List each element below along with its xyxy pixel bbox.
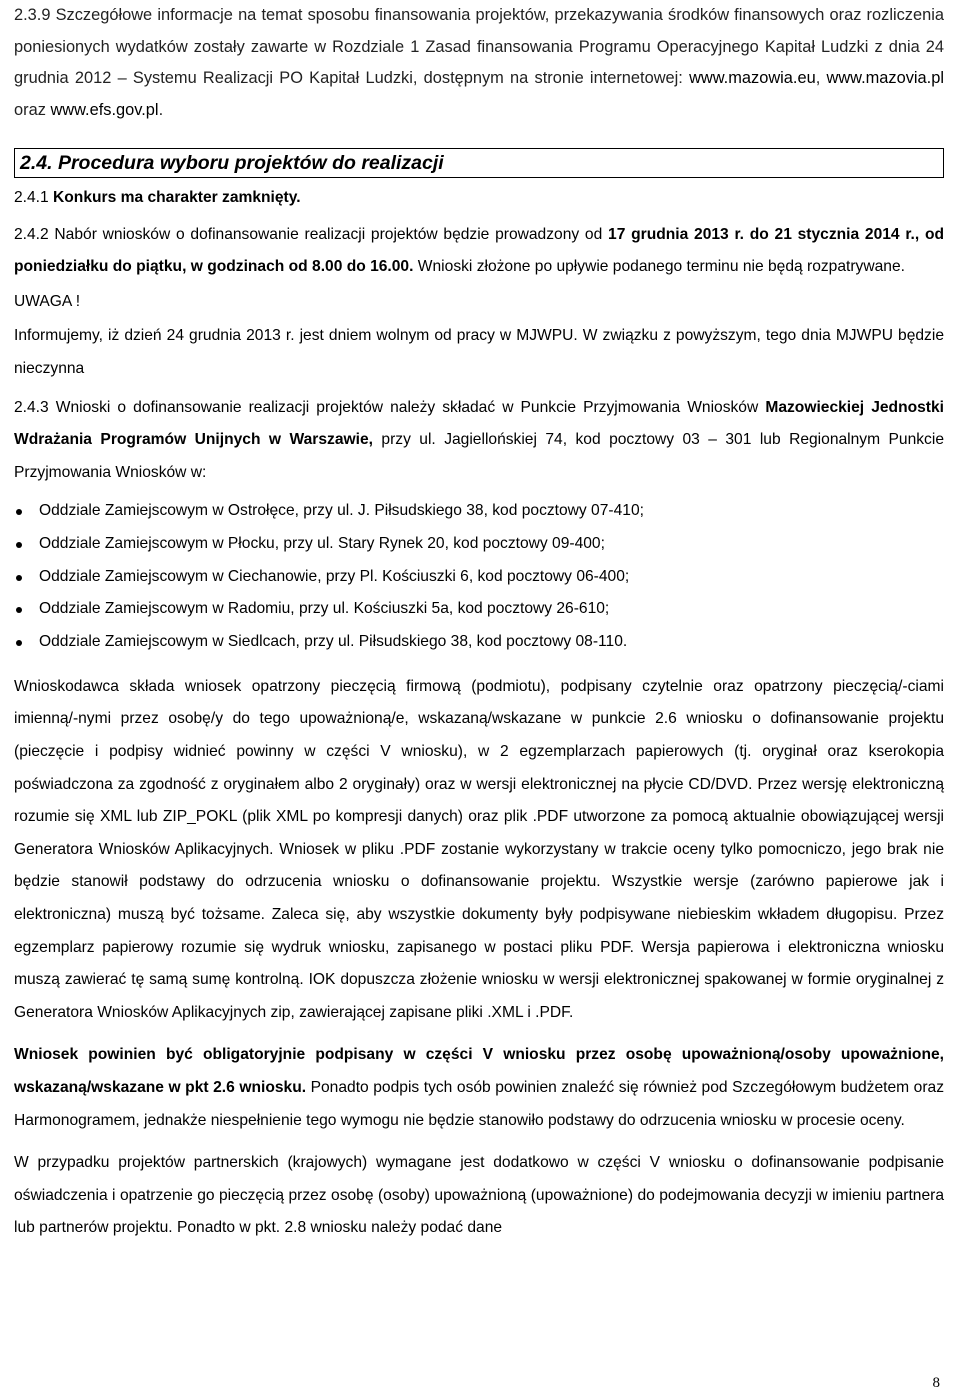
paragraph-text: Wnioski złożone po upływie podanego terminu nie będą rozpatrywane. — [413, 258, 905, 276]
office-text: Oddziale Zamiejscowym w Płocku, przy ul. Stary Rynek 20, kod pocztowy 09-400; — [39, 535, 605, 553]
paragraph-bold-text: Konkurs ma charakter zamknięty. — [53, 189, 301, 206]
hours-text: , od poniedziałku do piątku, w godzinach od 8.00 do 16.00. — [14, 225, 945, 276]
page-number: 8 — [932, 1375, 940, 1391]
institution-name: Mazowieckiej Jednostki Wdrażania Programów Unijnych w Warszawie, — [14, 398, 944, 449]
paragraph-bold-text: Wniosek powinien być obligatoryjnie podpisany w części V wniosku przez osobę upoważnioną/osoby upoważnione, wskazaną/wskazane w pkt 2.6 wniosku. — [14, 1046, 944, 1096]
section-title: 2.4. Procedura wyboru projektów do realizacji — [20, 151, 444, 174]
paragraph-text: przy ul. Jagiellońskiej 74, kod pocztowy 03 – 301 lub Regionalnym Punkcie Przyjmowania Wniosków w: — [14, 431, 944, 481]
warning-label: UWAGA ! — [14, 292, 81, 310]
paragraph-signature — [14, 1039, 944, 1137]
bullet-icon — [16, 575, 22, 581]
list-item — [14, 561, 944, 594]
paragraph-applicant: Wnioskodawca składa wniosek opatrzony pieczęcią firmową (podmiotu), podpisany czytelnie oraz opatrzony pieczęcią/-ciami imienną/-nymi przez osobę/y do tego upoważnioną/e, wskazaną/wskazane w punkcie 2.6 wniosku o dofinansowanie projektu (pieczęcie i podpisy widnieć powinny w części V wniosku), w 2 egzemplarzach papierowych (tj. oryginał oraz kserokopia poświadczona za zgodność z oryginałem albo 2 oryginały) oraz w wersji elektronicznej na płycie CD/DVD. Przez wersję elektroniczną rozumie się XML lub ZIP_POKL (plik XML po kompresji danych) oraz plik .PDF utworzone za pomocą aktualnie obowiązującej wersji Generatora Wniosków Aplikacyjnych. Wniosek w pliku .PDF zostanie wykorzystany w trakcie oceny tylko pomocniczo, jego brak nie będzie stanowił podstawy do odrzucenia wniosku o dofinansowanie projektu. Wszystkie wersje (zarówno papierowe jak i elektroniczna) muszą być tożsame. Zaleca się, aby wszystkie dokumenty były podpisywane niebieskim wkładem długopisu. Przez egzemplarz papierowy rozumie się wydruk wniosku, zapisanego w postaci pliku PDF. Wersja papierowa i elektroniczna wniosku muszą zawierać tę samą sumę kontrolną. IOK dopuszcza złożenie wniosku w wersji elektronicznej spakowanej w formie oryginalnej z Generatora Wniosków Aplikacyjnych zip, zawierającej zapisane pliki .XML i .PDF. — [14, 677, 944, 1021]
intro-end: . — [158, 100, 164, 119]
office-text: Oddziale Zamiejscowym w Siedlcach, przy ul. Piłsudskiego 38, kod pocztowy 08-110. — [39, 633, 628, 651]
bullet-icon — [16, 542, 22, 548]
offices-list — [14, 495, 944, 659]
paragraph-number: 2.4.1 — [14, 189, 54, 206]
paragraph-partner: W przypadku projektów partnerskich (krajowych) wymagane jest dodatkowo w części V wniosku o dofinansowanie podpisanie oświadczenia i opatrzenie go pieczęcią przez osobę (osoby) upoważnioną (upoważnione) do podejmowania decyzji w imieniu partnera lub partnerów projektu. Ponadto w pkt. 2.8 wniosku należy podać dane — [14, 1154, 944, 1237]
list-item — [14, 528, 944, 561]
intro-paragraph — [14, 0, 944, 126]
link-efs-gov-pl[interactable]: www.efs.gov.pl — [50, 100, 159, 119]
link-mazowia-eu[interactable]: www.mazowia.eu — [689, 69, 816, 87]
list-item — [14, 495, 944, 528]
office-text: Oddziale Zamiejscowym w Radomiu, przy ul. Kościuszki 5a, kod pocztowy 26-610; — [39, 600, 610, 618]
bullet-icon — [16, 509, 22, 515]
paragraph-text: Ponadto podpis tych osób powinien znaleźć się również pod Szczegółowym budżetem oraz Harmonogramem, jednakże niespełnienie tego wymogu nie będzie stanowiło podstawy do odrzucenia wniosku w procesie oceny. — [14, 1078, 944, 1129]
list-item — [14, 593, 944, 626]
section-heading — [14, 148, 944, 178]
paragraph-text: 2.4.2 Nabór wniosków o dofinansowanie realizacji projektów będzie prowadzony od — [14, 225, 609, 243]
date-range: 17 grudnia 2013 r. do 21 stycznia 2014 r. — [608, 225, 915, 243]
office-text: Oddziale Zamiejscowym w Ciechanowie, przy Pl. Kościuszki 6, kod pocztowy 06-400; — [39, 567, 630, 585]
paragraph-2-4-3 — [14, 392, 944, 490]
info-paragraph: Informujemy, iż dzień 24 grudnia 2013 r. jest dniem wolnym od pracy w MJWPU. W związku z powyższym, tego dnia MJWPU będzie nieczynna — [14, 327, 944, 377]
document-page — [14, 0, 944, 1245]
intro-text: 2.3.9 Szczegółowe informacje na temat sposobu finansowania projektów, przekazywania środków finansowych oraz rozliczenia poniesionych wydatków zostały zawarte w Rozdziale 1 Zasad finansowania Programu Operacyjnego Kapitał Ludzki z dnia 24 grudnia 2012 – Systemu Realizacji PO Kapitał Ludzki, dostępnym na stronie internetowej: — [14, 6, 944, 87]
link-mazovia-pl[interactable]: www.mazovia.pl — [826, 69, 944, 87]
intro-separator: oraz — [14, 100, 51, 119]
paragraph-text: 2.4.3 Wnioski o dofinansowanie realizacji projektów należy składać w Punkcie Przyjmowania Wniosków — [14, 398, 766, 416]
office-text: Oddziale Zamiejscowym w Ostrołęce, przy ul. J. Piłsudskiego 38, kod pocztowy 07-410; — [39, 502, 644, 520]
intro-separator: , — [815, 69, 827, 87]
paragraph-2-4-1 — [14, 182, 944, 215]
bullet-icon — [16, 640, 22, 646]
list-item — [14, 626, 944, 659]
bullet-icon — [16, 607, 22, 613]
paragraph-2-4-2 — [14, 219, 944, 284]
